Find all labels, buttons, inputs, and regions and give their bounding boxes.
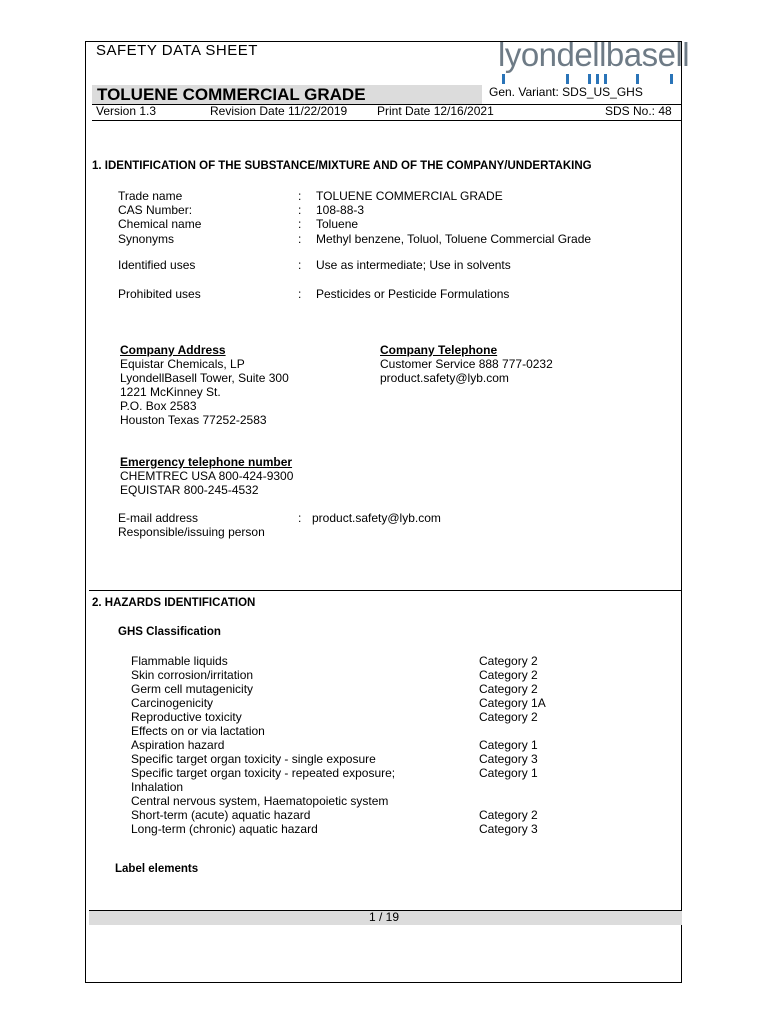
field-sep: :: [298, 287, 302, 301]
hazard-category: Category 1: [479, 766, 538, 780]
document-type: SAFETY DATA SHEET: [96, 42, 258, 59]
hazard-category: Category 1: [479, 738, 538, 752]
version: Version 1.3: [96, 104, 157, 118]
company-address-heading: Company Address: [120, 343, 226, 357]
hazard-category: Category 3: [479, 822, 538, 836]
section-divider: [89, 590, 682, 591]
telephone-email: product.safety@lyb.com: [380, 371, 509, 385]
hazard-name: Skin corrosion/irritation: [131, 668, 254, 682]
hazard-category: Category 2: [479, 808, 538, 822]
meta-rule: [92, 120, 682, 121]
emergency-line: CHEMTREC USA 800-424-9300: [120, 469, 294, 483]
responsible-label: Responsible/issuing person: [118, 525, 265, 539]
hazard-name: Flammable liquids: [131, 654, 228, 668]
field-label: Chemical name: [118, 217, 202, 231]
product-title: TOLUENE COMMERCIAL GRADE: [97, 85, 366, 104]
hazard-name: Long-term (chronic) aquatic hazard: [131, 822, 318, 836]
hazard-name: Carcinogenicity: [131, 696, 214, 710]
hazard-category: Category 2: [479, 710, 538, 724]
page-number: 1 / 19: [369, 910, 400, 924]
section2-heading: 2. HAZARDS IDENTIFICATION: [92, 597, 256, 609]
sds-number: SDS No.: 48: [605, 104, 672, 118]
hazard-name: Short-term (acute) aquatic hazard: [131, 808, 311, 822]
address-line: P.O. Box 2583: [120, 399, 197, 413]
revision-date: Revision Date 11/22/2019: [210, 104, 348, 118]
field-sep: :: [298, 203, 302, 217]
hazard-name: Germ cell mutagenicity: [131, 682, 254, 696]
emergency-heading: Emergency telephone number: [120, 455, 293, 469]
email-label: E-mail address: [118, 511, 199, 525]
field-value: Pesticides or Pesticide Formulations: [316, 287, 510, 301]
field-label: CAS Number:: [118, 203, 193, 217]
company-telephone-heading: Company Telephone: [380, 343, 498, 357]
hazard-name: Central nervous system, Haematopoietic system: [131, 794, 389, 808]
hazard-name: Reproductive toxicity: [131, 710, 242, 724]
field-sep: :: [298, 189, 302, 203]
hazard-name: Inhalation: [131, 780, 184, 794]
emergency-line: EQUISTAR 800-245-4532: [120, 483, 259, 497]
field-label: Synonyms: [118, 232, 175, 246]
address-line: Equistar Chemicals, LP: [120, 357, 245, 371]
field-value: Toluene: [316, 217, 359, 231]
field-sep: :: [298, 232, 302, 246]
hazard-name: Specific target organ toxicity - repeated exposure;: [131, 766, 396, 780]
company-logo: [498, 36, 690, 84]
telephone-line: Customer Service 888 777-0232: [380, 357, 553, 371]
hazard-category: Category 2: [479, 654, 538, 668]
address-line: 1221 McKinney St.: [120, 385, 221, 399]
field-value: 108-88-3: [316, 203, 365, 217]
hazard-name: Aspiration hazard: [131, 738, 225, 752]
hazard-category: Category 2: [479, 668, 538, 682]
hazard-category: Category 2: [479, 682, 538, 696]
ghs-heading: GHS Classification: [118, 626, 221, 638]
address-line: Houston Texas 77252-2583: [120, 413, 267, 427]
hazard-name: Specific target organ toxicity - single exposure: [131, 752, 376, 766]
field-sep: :: [298, 258, 302, 272]
field-label: Identified uses: [118, 258, 196, 272]
email-sep: :: [298, 511, 302, 525]
field-value: Methyl benzene, Toluol, Toluene Commercial Grade: [316, 232, 592, 246]
email-value: product.safety@lyb.com: [312, 511, 441, 525]
hazard-name: Effects on or via lactation: [131, 724, 265, 738]
gen-variant: Gen. Variant: SDS_US_GHS: [489, 85, 643, 99]
section1-heading: 1. IDENTIFICATION OF THE SUBSTANCE/MIXTURE AND OF THE COMPANY/UNDERTAKING: [92, 160, 592, 172]
field-value: Use as intermediate; Use in solvents: [316, 258, 511, 272]
field-label: Trade name: [118, 189, 183, 203]
label-elements-heading: Label elements: [115, 863, 199, 875]
field-label: Prohibited uses: [118, 287, 201, 301]
hazard-category: Category 1A: [479, 696, 546, 710]
logo-wordmark: lyondellbasell: [498, 36, 690, 73]
address-line: LyondellBasell Tower, Suite 300: [120, 371, 289, 385]
print-date: Print Date 12/16/2021: [377, 104, 494, 118]
field-sep: :: [298, 217, 302, 231]
field-value: TOLUENE COMMERCIAL GRADE: [316, 189, 503, 203]
hazard-category: Category 3: [479, 752, 538, 766]
